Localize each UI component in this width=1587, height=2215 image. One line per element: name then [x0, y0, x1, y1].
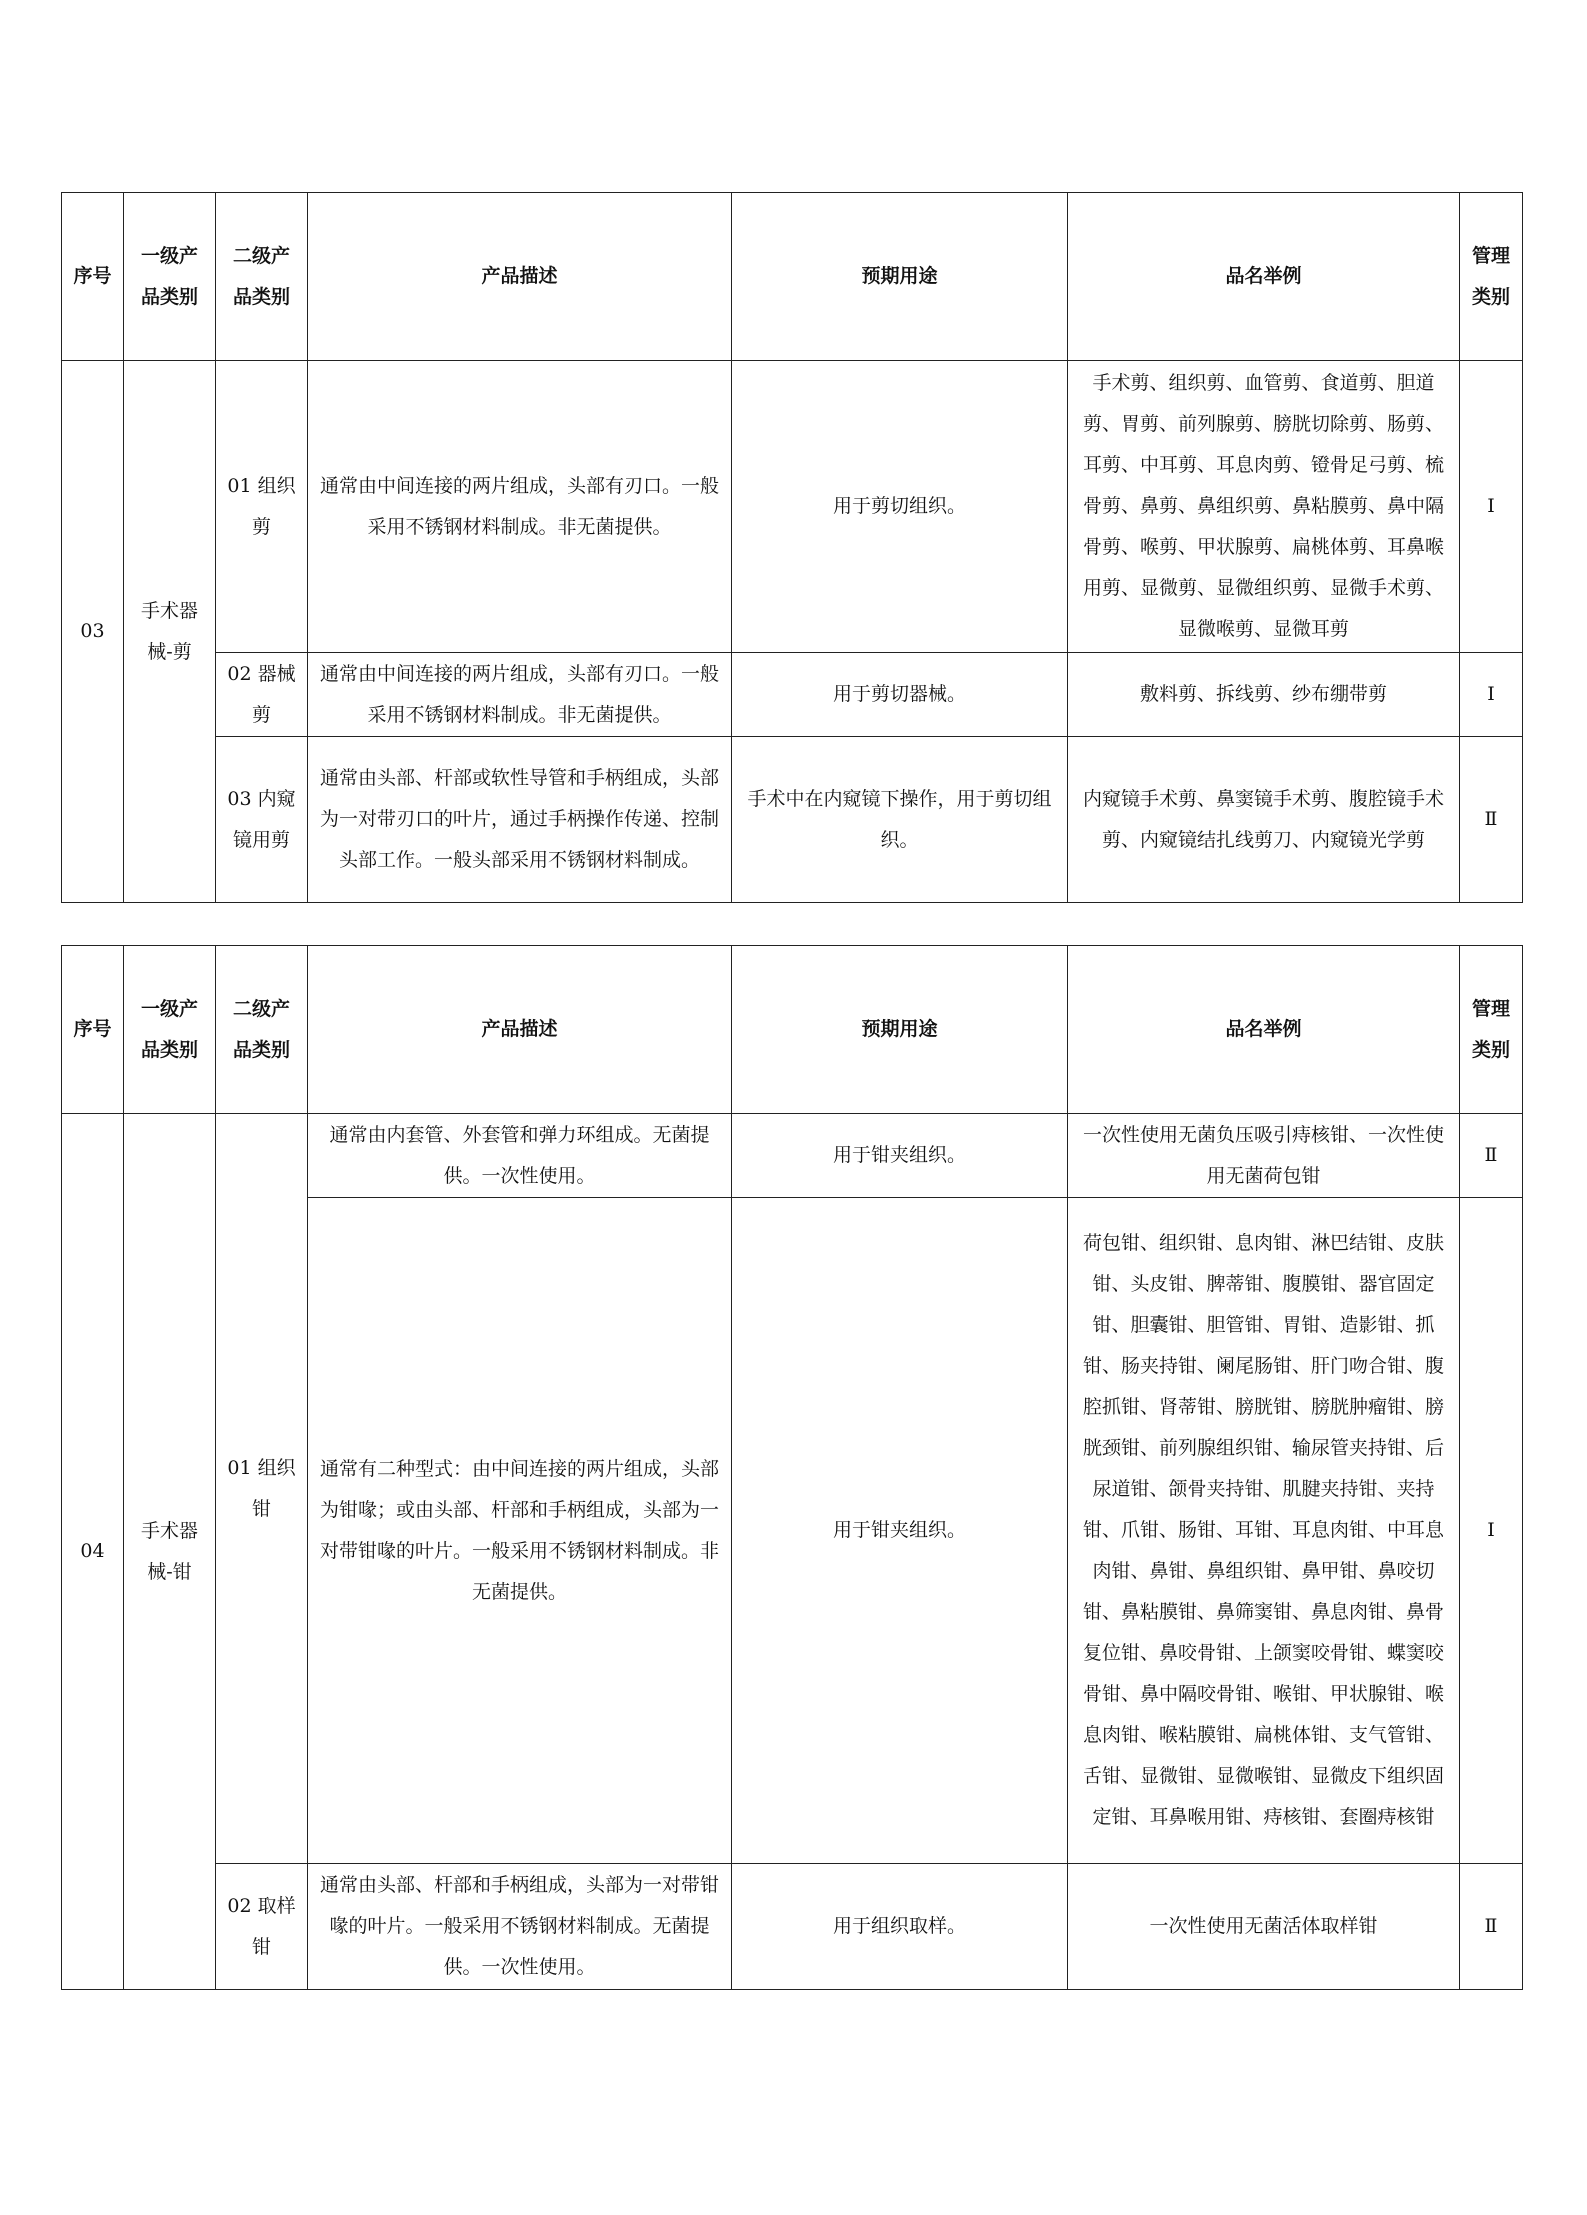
table-row: [62, 653, 1523, 737]
mgmt-cell: Ⅰ: [1460, 653, 1523, 737]
seq-cell: 03: [62, 361, 124, 903]
desc-cell: 通常由头部、杆部或软性导管和手柄组成，头部为一对带刃口的叶片，通过手柄操作传递、控制头部工作。一般头部采用不锈钢材料制成。: [308, 737, 732, 903]
seq-cell: 04: [62, 1114, 124, 1990]
classification-table-forceps: [61, 945, 1523, 1990]
header-seq: 序号: [62, 946, 124, 1114]
mgmt-cell: Ⅰ: [1460, 1198, 1523, 1864]
table-row: [62, 361, 1523, 653]
cat2-cell: 03 内窥镜用剪: [216, 737, 308, 903]
use-cell: 用于组织取样。: [732, 1864, 1068, 1990]
header-cat2: 二级产品类别: [216, 946, 308, 1114]
header-desc: 产品描述: [308, 193, 732, 361]
mgmt-cell: Ⅱ: [1460, 1114, 1523, 1198]
classification-table-scissors: [61, 192, 1523, 903]
use-cell: 手术中在内窥镜下操作，用于剪切组织。: [732, 737, 1068, 903]
header-cat1: 一级产品类别: [124, 193, 216, 361]
cat2-cell: 01 组织钳: [216, 1114, 308, 1864]
table-row: [62, 1864, 1523, 1990]
cat1-cell: 手术器械-钳: [124, 1114, 216, 1990]
header-examples: 品名举例: [1068, 946, 1460, 1114]
examples-cell: 手术剪、组织剪、血管剪、食道剪、胆道剪、胃剪、前列腺剪、膀胱切除剪、肠剪、耳剪、中耳剪、耳息肉剪、镫骨足弓剪、梳骨剪、鼻剪、鼻组织剪、鼻粘膜剪、鼻中隔骨剪、喉剪、甲状腺剪、扁桃体剪、耳鼻喉用剪、显微剪、显微组织剪、显微手术剪、显微喉剪、显微耳剪: [1068, 361, 1460, 653]
examples-cell: 一次性使用无菌活体取样钳: [1068, 1864, 1460, 1990]
desc-cell: 通常由头部、杆部和手柄组成，头部为一对带钳喙的叶片。一般采用不锈钢材料制成。无菌提供。一次性使用。: [308, 1864, 732, 1990]
mgmt-cell: Ⅱ: [1460, 1864, 1523, 1990]
desc-cell: 通常有二种型式：由中间连接的两片组成，头部为钳喙；或由头部、杆部和手柄组成，头部为一对带钳喙的叶片。一般采用不锈钢材料制成。非无菌提供。: [308, 1198, 732, 1864]
examples-cell: 一次性使用无菌负压吸引痔核钳、一次性使用无菌荷包钳: [1068, 1114, 1460, 1198]
mgmt-cell: Ⅱ: [1460, 737, 1523, 903]
desc-cell: 通常由中间连接的两片组成，头部有刃口。一般采用不锈钢材料制成。非无菌提供。: [308, 653, 732, 737]
cat2-cell: 01 组织剪: [216, 361, 308, 653]
examples-cell: 荷包钳、组织钳、息肉钳、淋巴结钳、皮肤钳、头皮钳、脾蒂钳、腹膜钳、器官固定钳、胆囊钳、胆管钳、胃钳、造影钳、抓钳、肠夹持钳、阑尾肠钳、肝门吻合钳、腹腔抓钳、肾蒂钳、膀胱钳、膀胱肿瘤钳、膀胱颈钳、前列腺组织钳、输尿管夹持钳、后尿道钳、颌骨夹持钳、肌腱夹持钳、夹持钳、爪钳、肠钳、耳钳、耳息肉钳、中耳息肉钳、鼻钳、鼻组织钳、鼻甲钳、鼻咬切钳、鼻粘膜钳、鼻筛窦钳、鼻息肉钳、鼻骨复位钳、鼻咬骨钳、上颌窦咬骨钳、蝶窦咬骨钳、鼻中隔咬骨钳、喉钳、甲状腺钳、喉息肉钳、喉粘膜钳、扁桃体钳、支气管钳、舌钳、显微钳、显微喉钳、显微皮下组织固定钳、耳鼻喉用钳、痔核钳、套圈痔核钳: [1068, 1198, 1460, 1864]
header-examples: 品名举例: [1068, 193, 1460, 361]
use-cell: 用于钳夹组织。: [732, 1114, 1068, 1198]
use-cell: 用于剪切组织。: [732, 361, 1068, 653]
header-mgmt: 管理类别: [1460, 946, 1523, 1114]
table-row: [62, 1114, 1523, 1198]
use-cell: 用于钳夹组织。: [732, 1198, 1068, 1864]
header-use: 预期用途: [732, 946, 1068, 1114]
header-row: [62, 946, 1523, 1114]
header-seq: 序号: [62, 193, 124, 361]
header-cat1: 一级产品类别: [124, 946, 216, 1114]
cat2-cell: 02 取样钳: [216, 1864, 308, 1990]
header-use: 预期用途: [732, 193, 1068, 361]
header-row: [62, 193, 1523, 361]
examples-cell: 敷料剪、拆线剪、纱布绷带剪: [1068, 653, 1460, 737]
table-row: [62, 737, 1523, 903]
header-mgmt: 管理类别: [1460, 193, 1523, 361]
use-cell: 用于剪切器械。: [732, 653, 1068, 737]
desc-cell: 通常由内套管、外套管和弹力环组成。无菌提供。一次性使用。: [308, 1114, 732, 1198]
header-desc: 产品描述: [308, 946, 732, 1114]
cat2-cell: 02 器械剪: [216, 653, 308, 737]
desc-cell: 通常由中间连接的两片组成，头部有刃口。一般采用不锈钢材料制成。非无菌提供。: [308, 361, 732, 653]
mgmt-cell: Ⅰ: [1460, 361, 1523, 653]
header-cat2: 二级产品类别: [216, 193, 308, 361]
cat1-cell: 手术器械-剪: [124, 361, 216, 903]
examples-cell: 内窥镜手术剪、鼻窦镜手术剪、腹腔镜手术剪、内窥镜结扎线剪刀、内窥镜光学剪: [1068, 737, 1460, 903]
